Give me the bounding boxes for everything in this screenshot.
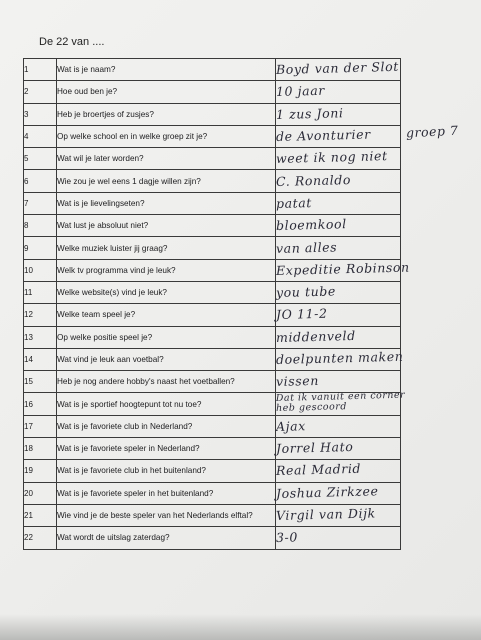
handwritten-answer-cell bbox=[275, 259, 410, 281]
row-number: 22 bbox=[24, 527, 57, 549]
handwritten-answer: 1 zus Joni bbox=[275, 104, 344, 122]
handwritten-answer: 10 jaar bbox=[275, 83, 326, 100]
question-cell: Wat is je favoriete speler in het buitenland? bbox=[57, 482, 276, 504]
question-cell: Op welke school en in welke groep zit je? bbox=[57, 125, 276, 147]
handwritten-answer-cell bbox=[276, 438, 401, 460]
handwritten-answer: weet ik nog niet bbox=[275, 148, 388, 167]
row-number: 18 bbox=[24, 438, 57, 460]
row-number: 1 bbox=[24, 59, 57, 81]
handwritten-answer: van alles bbox=[275, 238, 338, 256]
handwritten-answer: patat bbox=[275, 194, 313, 211]
table-row bbox=[24, 103, 401, 125]
question-cell: Welke website(s) vind je leuk? bbox=[57, 281, 276, 303]
row-number: 6 bbox=[24, 170, 57, 192]
handwritten-answer: de Avonturier bbox=[275, 126, 371, 145]
question-cell: Wat lust je absoluut niet? bbox=[57, 215, 276, 237]
questionnaire-table bbox=[23, 58, 410, 550]
question-cell: Wat is je lievelingseten? bbox=[57, 192, 276, 214]
row-number: 11 bbox=[24, 281, 57, 303]
handwritten-answer: Expeditie Robinson bbox=[275, 259, 410, 278]
question-cell: Heb je broertjes of zusjes? bbox=[57, 103, 276, 125]
handwritten-answer-cell bbox=[276, 192, 401, 214]
handwritten-answer: Dat ik vanuit een corner heb gescoord bbox=[275, 389, 406, 415]
table-row bbox=[24, 504, 401, 526]
table-row bbox=[24, 371, 401, 393]
question-cell: Wat is je favoriete speler in Nederland? bbox=[57, 438, 276, 460]
handwritten-answer: bloemkool bbox=[275, 216, 347, 234]
table-row bbox=[24, 125, 401, 147]
table-row bbox=[24, 393, 401, 415]
question-cell: Welke team speel je? bbox=[57, 304, 276, 326]
table-row bbox=[24, 237, 401, 259]
table-row bbox=[24, 148, 401, 170]
row-number: 13 bbox=[24, 326, 57, 348]
row-number: 3 bbox=[24, 103, 57, 125]
row-number: 14 bbox=[24, 348, 57, 370]
handwritten-answer-cell bbox=[276, 81, 401, 103]
handwritten-answer: Virgil van Dijk bbox=[275, 505, 376, 524]
row-number: 16 bbox=[24, 393, 57, 415]
handwritten-answer-cell bbox=[276, 504, 401, 526]
handwritten-answer-cell bbox=[276, 326, 401, 348]
handwritten-answer-cell bbox=[275, 348, 404, 370]
question-cell: Wie vind je de beste speler van het Nederlands elftal? bbox=[57, 504, 276, 526]
handwritten-answer: Real Madrid bbox=[275, 461, 362, 479]
row-number: 19 bbox=[24, 460, 57, 482]
table-row bbox=[24, 438, 401, 460]
question-cell: Hoe oud ben je? bbox=[57, 81, 276, 103]
table-row bbox=[24, 482, 401, 504]
handwritten-answer-cell bbox=[276, 281, 401, 303]
table-row bbox=[24, 215, 401, 237]
handwritten-answer-cell bbox=[276, 103, 401, 125]
table-row bbox=[24, 170, 401, 192]
question-cell: Op welke positie speel je? bbox=[57, 326, 276, 348]
question-cell: Wat is je sportief hoogtepunt tot nu toe? bbox=[57, 393, 276, 415]
handwritten-answer: you tube bbox=[275, 283, 337, 301]
handwritten-answer: C. Ronaldo bbox=[275, 171, 352, 189]
handwritten-answer: Boyd van der Slot bbox=[275, 58, 400, 78]
question-cell: Wat is je favoriete club in het buitenland? bbox=[57, 460, 276, 482]
handwritten-answer: JO 11-2 bbox=[275, 306, 328, 323]
handwritten-answer-cell bbox=[276, 482, 401, 504]
row-number: 9 bbox=[24, 237, 57, 259]
handwritten-answer: doelpunten maken bbox=[275, 348, 404, 367]
paper-shadow bbox=[0, 614, 481, 640]
table-row bbox=[24, 259, 401, 281]
question-cell: Wat wordt de uitslag zaterdag? bbox=[57, 527, 276, 549]
handwritten-answer-cell bbox=[276, 460, 401, 482]
handwritten-answer: Jorrel Hato bbox=[275, 439, 354, 457]
handwritten-answer-cell bbox=[275, 389, 406, 415]
document-title: De 22 van .... bbox=[39, 36, 105, 48]
handwritten-answer-cell bbox=[276, 59, 401, 81]
row-number: 8 bbox=[24, 215, 57, 237]
row-number: 10 bbox=[24, 259, 57, 281]
question-cell: Welk tv programma vind je leuk? bbox=[57, 259, 276, 281]
row-number: 4 bbox=[24, 125, 57, 147]
question-cell: Heb je nog andere hobby's naast het voetballen? bbox=[57, 371, 276, 393]
handwritten-answer: Joshua Zirkzee bbox=[275, 483, 379, 501]
table-row bbox=[24, 281, 401, 303]
handwritten-answer-cell bbox=[276, 527, 401, 549]
row-number: 5 bbox=[24, 148, 57, 170]
question-cell: Welke muziek luister jij graag? bbox=[57, 237, 276, 259]
row-number: 17 bbox=[24, 415, 57, 437]
table-row bbox=[24, 81, 401, 103]
table-row bbox=[24, 527, 401, 549]
row-number: 2 bbox=[24, 81, 57, 103]
row-number: 15 bbox=[24, 371, 57, 393]
handwritten-margin-note: groep 7 bbox=[405, 122, 459, 141]
handwritten-answer-cell bbox=[276, 125, 401, 147]
row-number: 7 bbox=[24, 192, 57, 214]
table-row bbox=[24, 460, 401, 482]
row-number: 20 bbox=[24, 482, 57, 504]
table-row bbox=[24, 348, 401, 370]
handwritten-answer: Ajax bbox=[275, 418, 306, 434]
row-number: 12 bbox=[24, 304, 57, 326]
handwritten-answer-cell bbox=[276, 148, 401, 170]
handwritten-answer: vissen bbox=[275, 373, 320, 390]
handwritten-answer-cell bbox=[276, 170, 401, 192]
handwritten-answer-cell bbox=[276, 237, 401, 259]
handwritten-answer: 3-0 bbox=[275, 529, 299, 546]
row-number: 21 bbox=[24, 504, 57, 526]
table-row bbox=[24, 59, 401, 81]
question-cell: Wie zou je wel eens 1 dagje willen zijn? bbox=[57, 170, 276, 192]
table-row bbox=[24, 192, 401, 214]
table-row bbox=[24, 326, 401, 348]
handwritten-answer-cell bbox=[276, 415, 401, 437]
question-cell: Wat is je naam? bbox=[57, 59, 276, 81]
table-row bbox=[24, 304, 401, 326]
handwritten-answer: middenveld bbox=[275, 327, 356, 345]
handwritten-answer-cell bbox=[276, 215, 401, 237]
handwritten-answer-cell bbox=[276, 304, 401, 326]
question-cell: Wat wil je later worden? bbox=[57, 148, 276, 170]
question-cell: Wat is je favoriete club in Nederland? bbox=[57, 415, 276, 437]
table-row bbox=[24, 415, 401, 437]
question-cell: Wat vind je leuk aan voetbal? bbox=[57, 348, 276, 370]
